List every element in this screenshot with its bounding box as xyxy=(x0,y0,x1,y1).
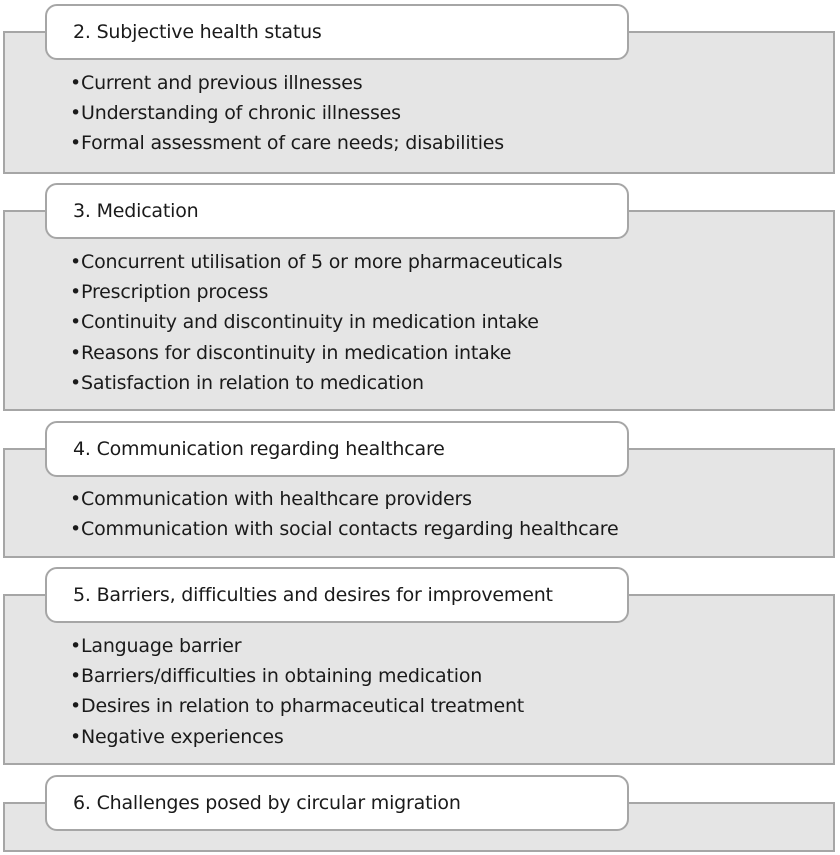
list-item: •Current and previous illnesses xyxy=(70,68,504,98)
bullet-icon: • xyxy=(70,488,82,510)
list-item: •Formal assessment of care needs; disabilities xyxy=(70,128,504,158)
bullet-icon: • xyxy=(70,102,82,125)
list-item: •Desires in relation to pharmaceutical treatment xyxy=(70,691,524,721)
section-header xyxy=(45,183,629,239)
list-item: •Communication with healthcare providers xyxy=(70,484,618,514)
bullet-icon: • xyxy=(70,695,82,718)
bullet-icon: • xyxy=(70,341,82,364)
section-subjective-health-status xyxy=(0,4,840,176)
section-communication xyxy=(0,421,840,561)
bullet-icon: • xyxy=(70,635,82,657)
item-list xyxy=(70,484,618,544)
bullet-icon: • xyxy=(70,281,82,304)
list-item: •Communication with social contacts regarding healthcare xyxy=(70,514,618,544)
section-barriers xyxy=(0,567,840,767)
bullet-icon: • xyxy=(70,72,82,94)
section-title: 6. Challenges posed by circular migration xyxy=(73,792,461,814)
section-medication xyxy=(0,183,840,413)
item-list xyxy=(70,68,504,159)
list-item: •Understanding of chronic illnesses xyxy=(70,98,504,128)
list-item: •Concurrent utilisation of 5 or more pharmaceuticals xyxy=(70,247,562,277)
section-circular-migration xyxy=(0,775,840,853)
section-title: 5. Barriers, difficulties and desires for improvement xyxy=(73,584,553,606)
bullet-icon: • xyxy=(70,518,82,541)
item-list xyxy=(70,631,524,752)
bullet-icon: • xyxy=(70,311,82,334)
section-header xyxy=(45,775,629,831)
list-item: •Satisfaction in relation to medication xyxy=(70,368,562,398)
list-item: •Language barrier xyxy=(70,631,524,661)
list-item: •Prescription process xyxy=(70,277,562,307)
section-title: 3. Medication xyxy=(73,200,199,222)
bullet-icon: • xyxy=(70,132,82,155)
bullet-icon: • xyxy=(70,251,82,273)
list-item: •Continuity and discontinuity in medication intake xyxy=(70,307,562,337)
item-list xyxy=(70,247,562,398)
section-header xyxy=(45,567,629,623)
list-item: •Negative experiences xyxy=(70,722,524,752)
list-item: •Barriers/difficulties in obtaining medication xyxy=(70,661,524,691)
section-title: 4. Communication regarding healthcare xyxy=(73,438,445,460)
list-item: •Reasons for discontinuity in medication intake xyxy=(70,338,562,368)
section-header xyxy=(45,421,629,477)
bullet-icon: • xyxy=(70,725,82,748)
section-title: 2. Subjective health status xyxy=(73,21,322,43)
section-header xyxy=(45,4,629,60)
bullet-icon: • xyxy=(70,665,82,688)
bullet-icon: • xyxy=(70,371,82,394)
